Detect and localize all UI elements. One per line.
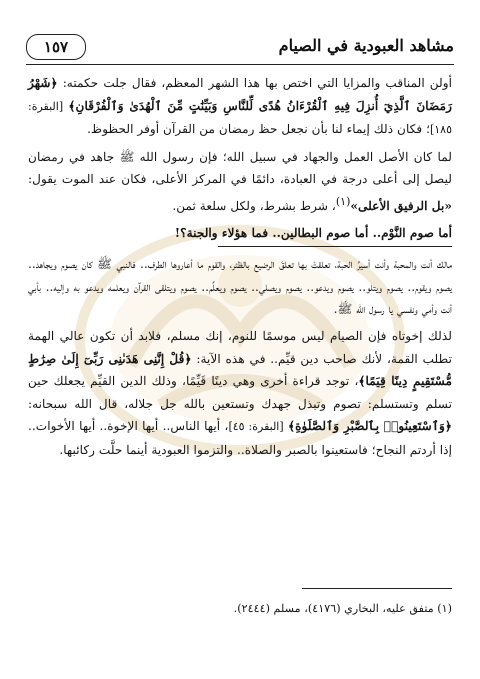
verse-reference-2: [البقرة: ٤٥]	[228, 420, 284, 434]
footnote-marker: (١)	[335, 194, 351, 208]
paragraph-2	[28, 146, 452, 218]
verse-reference-1: [البقرة: ١٨٥]	[28, 99, 452, 137]
paragraph-4: مالك أنت والمحبة وأنت أسيرُ الحبة، تعلقتْ بها تعلقَ الرضيع بالظئر، والقوم ما أعاروها الطرف.. فالنبي ﷺ كان يصوم ويجاهد.. يصوم ويقوم.. يصوم ويتلو.. يصوم ويدعو.. يصوم ويصلي.. يصوم ويعلِّم.. يصوم ويتلقى القرآن ويعلمه ويدعو به وإليه.. بأبي أنت وأمي ونفسي يا رسول الله ﷺ.	[28, 257, 452, 317]
paragraph-5-text-mid: ، توجد قراءة أخرى وهي دينًا قَيِّمًا، وذلك الدين القيِّم يجعلك حين تسلم وتستسلم: تصوم وتبذل جهدك وتستعين بالله جل جلاله، قال الله سبحانه:	[28, 374, 452, 411]
paragraph-1-text: أولن المناقب والمزايا التي اختص بها هذا الشهر المعظم، فقال جلت حكمته:	[57, 76, 452, 90]
question-line: أما صوم النَّوْم.. أما صوم البطالين.. فما هؤلاء والجنة؟!	[174, 225, 452, 240]
paragraph-1-text-end: ؛ فكان ذلك إيماء لنا بأن نجعل حظ رمضان من القرآن أوفر الحظوظ.	[87, 122, 430, 137]
paragraph-2-text: لما كان الأصل العمل والجهاد في سبيل الله؛ فإن رسول الله ﷺ جاهد في رمضان ليصل إلى أعلى درجة في العبادة، دائمًا في المركز الأعلى، فكان عند الموت يقول:	[28, 149, 452, 187]
footnote-divider	[302, 588, 452, 589]
quran-verse-2: ﴿قُلْ إِنَّنِى هَدَىٰنِى رَبِّىٓ إِلَىٰ صِرَٰطٍ مُّسْتَقِيمٍ دِينًا قِيَمًا﴾	[28, 351, 453, 389]
page-number: ١٥٧	[43, 38, 69, 56]
quran-verse-3: ﴿وَٱسْتَعِينُوا۟ بِٱلصَّبْرِ وَٱلصَّلَوٰةِ﴾	[288, 419, 453, 434]
question-divider	[218, 246, 452, 247]
paragraph-1	[28, 72, 452, 142]
header-divider	[26, 64, 454, 65]
quran-verse-1: ﴿شَهْرُ رَمَضَانَ ٱلَّذِيٓ أُنزِلَ فِيهِ ٱلْقُرْءَانُ هُدًى لِّلنَّاسِ وَبَيِّنَٰتٍ مِّنَ ٱلْهُدَىٰ وَٱلْفُرْقَانِ﴾	[28, 76, 452, 113]
running-title: مشاهد العبودية في الصيام	[278, 36, 454, 55]
page-number-badge	[26, 34, 86, 60]
hadith-quote: «بل الرفيق الأعلى»	[350, 199, 452, 214]
body-text	[28, 72, 452, 466]
paragraph-2-text-end: ، شرط بشرط، ولكل سلعة ثمن.	[172, 199, 336, 214]
paragraph-5-text-end: ، أيها الناس.. أيها الإخوة.. أيها الأخوات.. إذا أردتم النجاح؛ فاستعينوا بالصبر والصلاة.. والتزموا العبودية أينما حلَّت ركائبها.	[28, 419, 452, 457]
footnote: (١) متفق عليه، البخاري (٤١٧٦)، مسلم (٢٤٤٤).	[233, 602, 452, 615]
paragraph-5	[28, 325, 452, 462]
page-header	[26, 34, 454, 62]
paragraph-5-text: لذلك إخوتاه فإن الصيام ليس موسمًا للنوم، إنك مسلم، فلابد أن تكون عالي الهمة تطلب القمة، لأنك صاحب دين قيِّم.. في هذه الآية:	[28, 329, 452, 366]
